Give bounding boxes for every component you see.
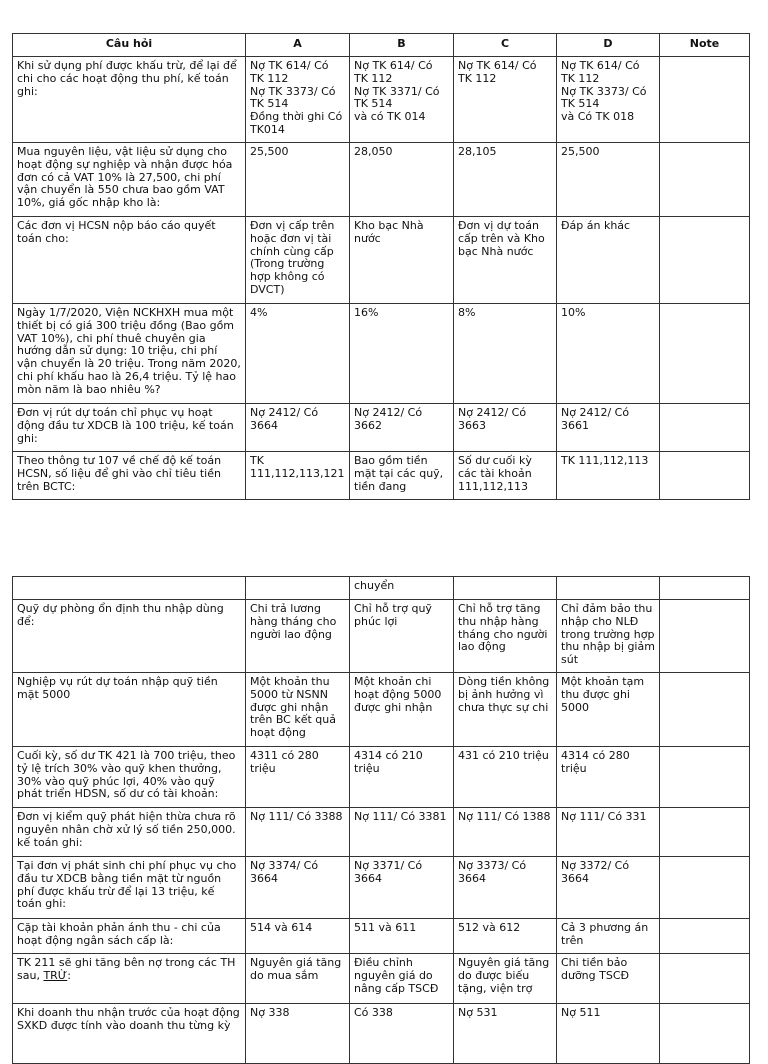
question-cell: Nghiệp vụ rút dự toán nhập quỹ tiền mặt 5000 [13,673,246,747]
option-b-cell: Kho bạc Nhà nước [350,217,454,304]
option-d-cell [557,577,660,600]
option-c-cell: Chỉ hỗ trợ tăng thu nhập hàng tháng cho người lao động [454,600,557,673]
option-d-cell: Nợ TK 614/ Có TK 112 Nợ TK 3373/ Có TK 514 và Có TK 018 [557,57,660,143]
question-cell [13,954,246,1004]
option-a-cell: Nợ 2412/ Có 3664 [246,404,350,452]
header-question: Câu hỏi [13,34,246,57]
question-underlined-word: TRỪ [43,968,68,982]
option-d-cell: 4314 có 280 triệu [557,747,660,808]
question-cell: Quỹ dự phòng ổn định thu nhập dùng để: [13,600,246,673]
question-cell: Khi sử dụng phí được khấu trừ, để lại để chi cho các hoạt động thu phí, kế toán ghi: [13,57,246,143]
table-row [13,57,750,143]
option-c-cell [454,577,557,600]
note-cell [660,452,750,500]
option-b-cell: Nợ TK 614/ Có TK 112 Nợ TK 3371/ Có TK 514 và có TK 014 [350,57,454,143]
option-a-cell: Nợ 3374/ Có 3664 [246,857,350,919]
header-option-d: D [557,34,660,57]
option-d-cell: Đáp án khác [557,217,660,304]
option-d-cell: 25,500 [557,143,660,217]
question-text-end: : [67,968,71,982]
table-row [13,143,750,217]
note-cell [660,304,750,404]
option-a-cell: Nợ 338 [246,1004,350,1064]
option-c-cell: 28,105 [454,143,557,217]
option-d-cell: Cả 3 phương án trên [557,919,660,954]
option-c-cell: Nợ TK 614/ Có TK 112 [454,57,557,143]
header-option-b: B [350,34,454,57]
question-text: TK 211 sẽ ghi tăng bên nợ trong các TH sau, [17,956,236,982]
question-cell [13,577,246,600]
note-cell [660,143,750,217]
option-c-cell: Nợ 3373/ Có 3664 [454,857,557,919]
table-row [13,808,750,857]
question-cell: Khi doanh thu nhận trước của hoạt động SXKD được tính vào doanh thu từng kỳ [13,1004,246,1064]
option-a-cell: Nguyên giá tăng do mua sắm [246,954,350,1004]
header-note: Note [660,34,750,57]
question-cell: Ngày 1/7/2020, Viện NCKHXH mua một thiết bị có giá 300 triệu đồng (Bao gồm VAT 10%), chi phí thuê chuyên gia hướng dẫn sử dụng: 10 triệu, chi phí vận chuyển là 20 triệu. Trong năm 2020, chi phí khấu hao là 26,4 triệu. Tỷ lệ hao mòn năm là bao nhiêu %? [13,304,246,404]
note-cell [660,857,750,919]
option-c-cell: 431 có 210 triệu [454,747,557,808]
note-cell [660,919,750,954]
option-b-cell: Có 338 [350,1004,454,1064]
question-cell: Đơn vị kiểm quỹ phát hiện thừa chưa rõ nguyên nhân chờ xử lý số tiền 250,000. kế toán ghi: [13,808,246,857]
option-a-cell: Chi trả lương hàng tháng cho người lao động [246,600,350,673]
option-b-cell: Nợ 111/ Có 3381 [350,808,454,857]
table-row [13,452,750,500]
header-option-c: C [454,34,557,57]
option-a-cell: 4% [246,304,350,404]
option-a-cell: 25,500 [246,143,350,217]
note-cell [660,57,750,143]
option-a-cell: Một khoản thu 5000 từ NSNN được ghi nhận trên BC kết quả hoạt động [246,673,350,747]
table-row [13,954,750,1004]
table-row [13,1004,750,1064]
option-a-cell: TK 111,112,113,121 [246,452,350,500]
note-cell [660,217,750,304]
question-cell: Cặp tài khoản phản ánh thu - chi của hoạt động ngân sách cấp là: [13,919,246,954]
option-a-cell: 4311 có 280 triệu [246,747,350,808]
option-b-cell: Một khoản chi hoạt động 5000 được ghi nhận [350,673,454,747]
option-c-cell: Nợ 111/ Có 1388 [454,808,557,857]
option-d-cell: Nợ 2412/ Có 3661 [557,404,660,452]
note-cell [660,404,750,452]
note-cell [660,577,750,600]
option-d-cell: 10% [557,304,660,404]
option-c-cell: Nguyên giá tăng do được biếu tặng, viện trợ [454,954,557,1004]
option-b-cell: Điều chỉnh nguyên giá do nâng cấp TSCĐ [350,954,454,1004]
option-b-cell: 16% [350,304,454,404]
option-d-cell: Nợ 3372/ Có 3664 [557,857,660,919]
option-a-cell: Nợ 111/ Có 3388 [246,808,350,857]
question-cell: Cuối kỳ, số dư TK 421 là 700 triệu, theo tỷ lệ trích 30% vào quỹ khen thưởng, 30% vào quỹ phúc lợi, 40% vào quỹ phát triển HDSN, số dư có tài khoản: [13,747,246,808]
option-b-cell: Chỉ hỗ trợ quỹ phúc lợi [350,600,454,673]
option-b-cell: Nợ 2412/ Có 3662 [350,404,454,452]
option-b-cell: 4314 có 210 triệu [350,747,454,808]
note-cell [660,600,750,673]
note-cell [660,673,750,747]
question-cell: Theo thông tư 107 về chế độ kế toán HCSN, số liệu để ghi vào chỉ tiêu tiền trên BCTC: [13,452,246,500]
option-b-cell: 511 và 611 [350,919,454,954]
option-d-cell: Một khoản tạm thu được ghi 5000 [557,673,660,747]
note-cell [660,747,750,808]
option-b-cell: Nợ 3371/ Có 3664 [350,857,454,919]
question-table-2 [12,576,750,1064]
option-a-cell: Đơn vị cấp trên hoặc đơn vị tài chính cùng cấp (Trong trường hợp không có DVCT) [246,217,350,304]
option-c-cell: Số dư cuối kỳ các tài khoản 111,112,113 [454,452,557,500]
note-cell [660,1004,750,1064]
option-b-cell: 28,050 [350,143,454,217]
option-d-cell: Nợ 511 [557,1004,660,1064]
table-row [13,600,750,673]
table-row [13,673,750,747]
table-row [13,404,750,452]
option-a-cell: 514 và 614 [246,919,350,954]
question-cell: Mua nguyên liệu, vật liệu sử dụng cho hoạt động sự nghiệp và nhận được hóa đơn có cả VAT 10% là 27,500, chi phí vận chuyển là 550 chưa bao gồm VAT 10%, giá gốc nhập kho là: [13,143,246,217]
option-c-cell: Dòng tiền không bị ảnh hưởng vì chưa thực sự chi [454,673,557,747]
question-cell: Các đơn vị HCSN nộp báo cáo quyết toán cho: [13,217,246,304]
note-cell [660,954,750,1004]
option-d-cell: Chỉ đảm bảo thu nhập cho NLĐ trong trường hợp thu nhập bị giảm sút [557,600,660,673]
option-a-cell: Nợ TK 614/ Có TK 112 Nợ TK 3373/ Có TK 514 Đồng thời ghi Có TK014 [246,57,350,143]
table-row [13,747,750,808]
option-c-cell: 512 và 612 [454,919,557,954]
option-d-cell: TK 111,112,113 [557,452,660,500]
option-a-cell [246,577,350,600]
option-c-cell: Nợ 531 [454,1004,557,1064]
table-row [13,919,750,954]
option-d-cell: Chi tiền bảo dưỡng TSCĐ [557,954,660,1004]
table-row [13,304,750,404]
question-cell: Tại đơn vị phát sinh chi phí phục vụ cho đầu tư XDCB bằng tiền mặt từ nguồn phí được khấu trừ để lại 13 triệu, kế toán ghi: [13,857,246,919]
question-table-1 [12,33,750,500]
option-c-cell: Đơn vị dự toán cấp trên và Kho bạc Nhà nước [454,217,557,304]
table-row [13,857,750,919]
option-c-cell: 8% [454,304,557,404]
option-c-cell: Nợ 2412/ Có 3663 [454,404,557,452]
option-d-cell: Nợ 111/ Có 331 [557,808,660,857]
note-cell [660,808,750,857]
table-row [13,217,750,304]
question-cell: Đơn vị rút dự toán chỉ phục vụ hoạt động đầu tư XDCB là 100 triệu, kế toán ghi: [13,404,246,452]
option-b-cell: Bao gồm tiền mặt tại các quỹ, tiền đang [350,452,454,500]
table-header-row [13,34,750,57]
header-option-a: A [246,34,350,57]
option-b-cell: chuyển [350,577,454,600]
continued-row [13,577,750,600]
